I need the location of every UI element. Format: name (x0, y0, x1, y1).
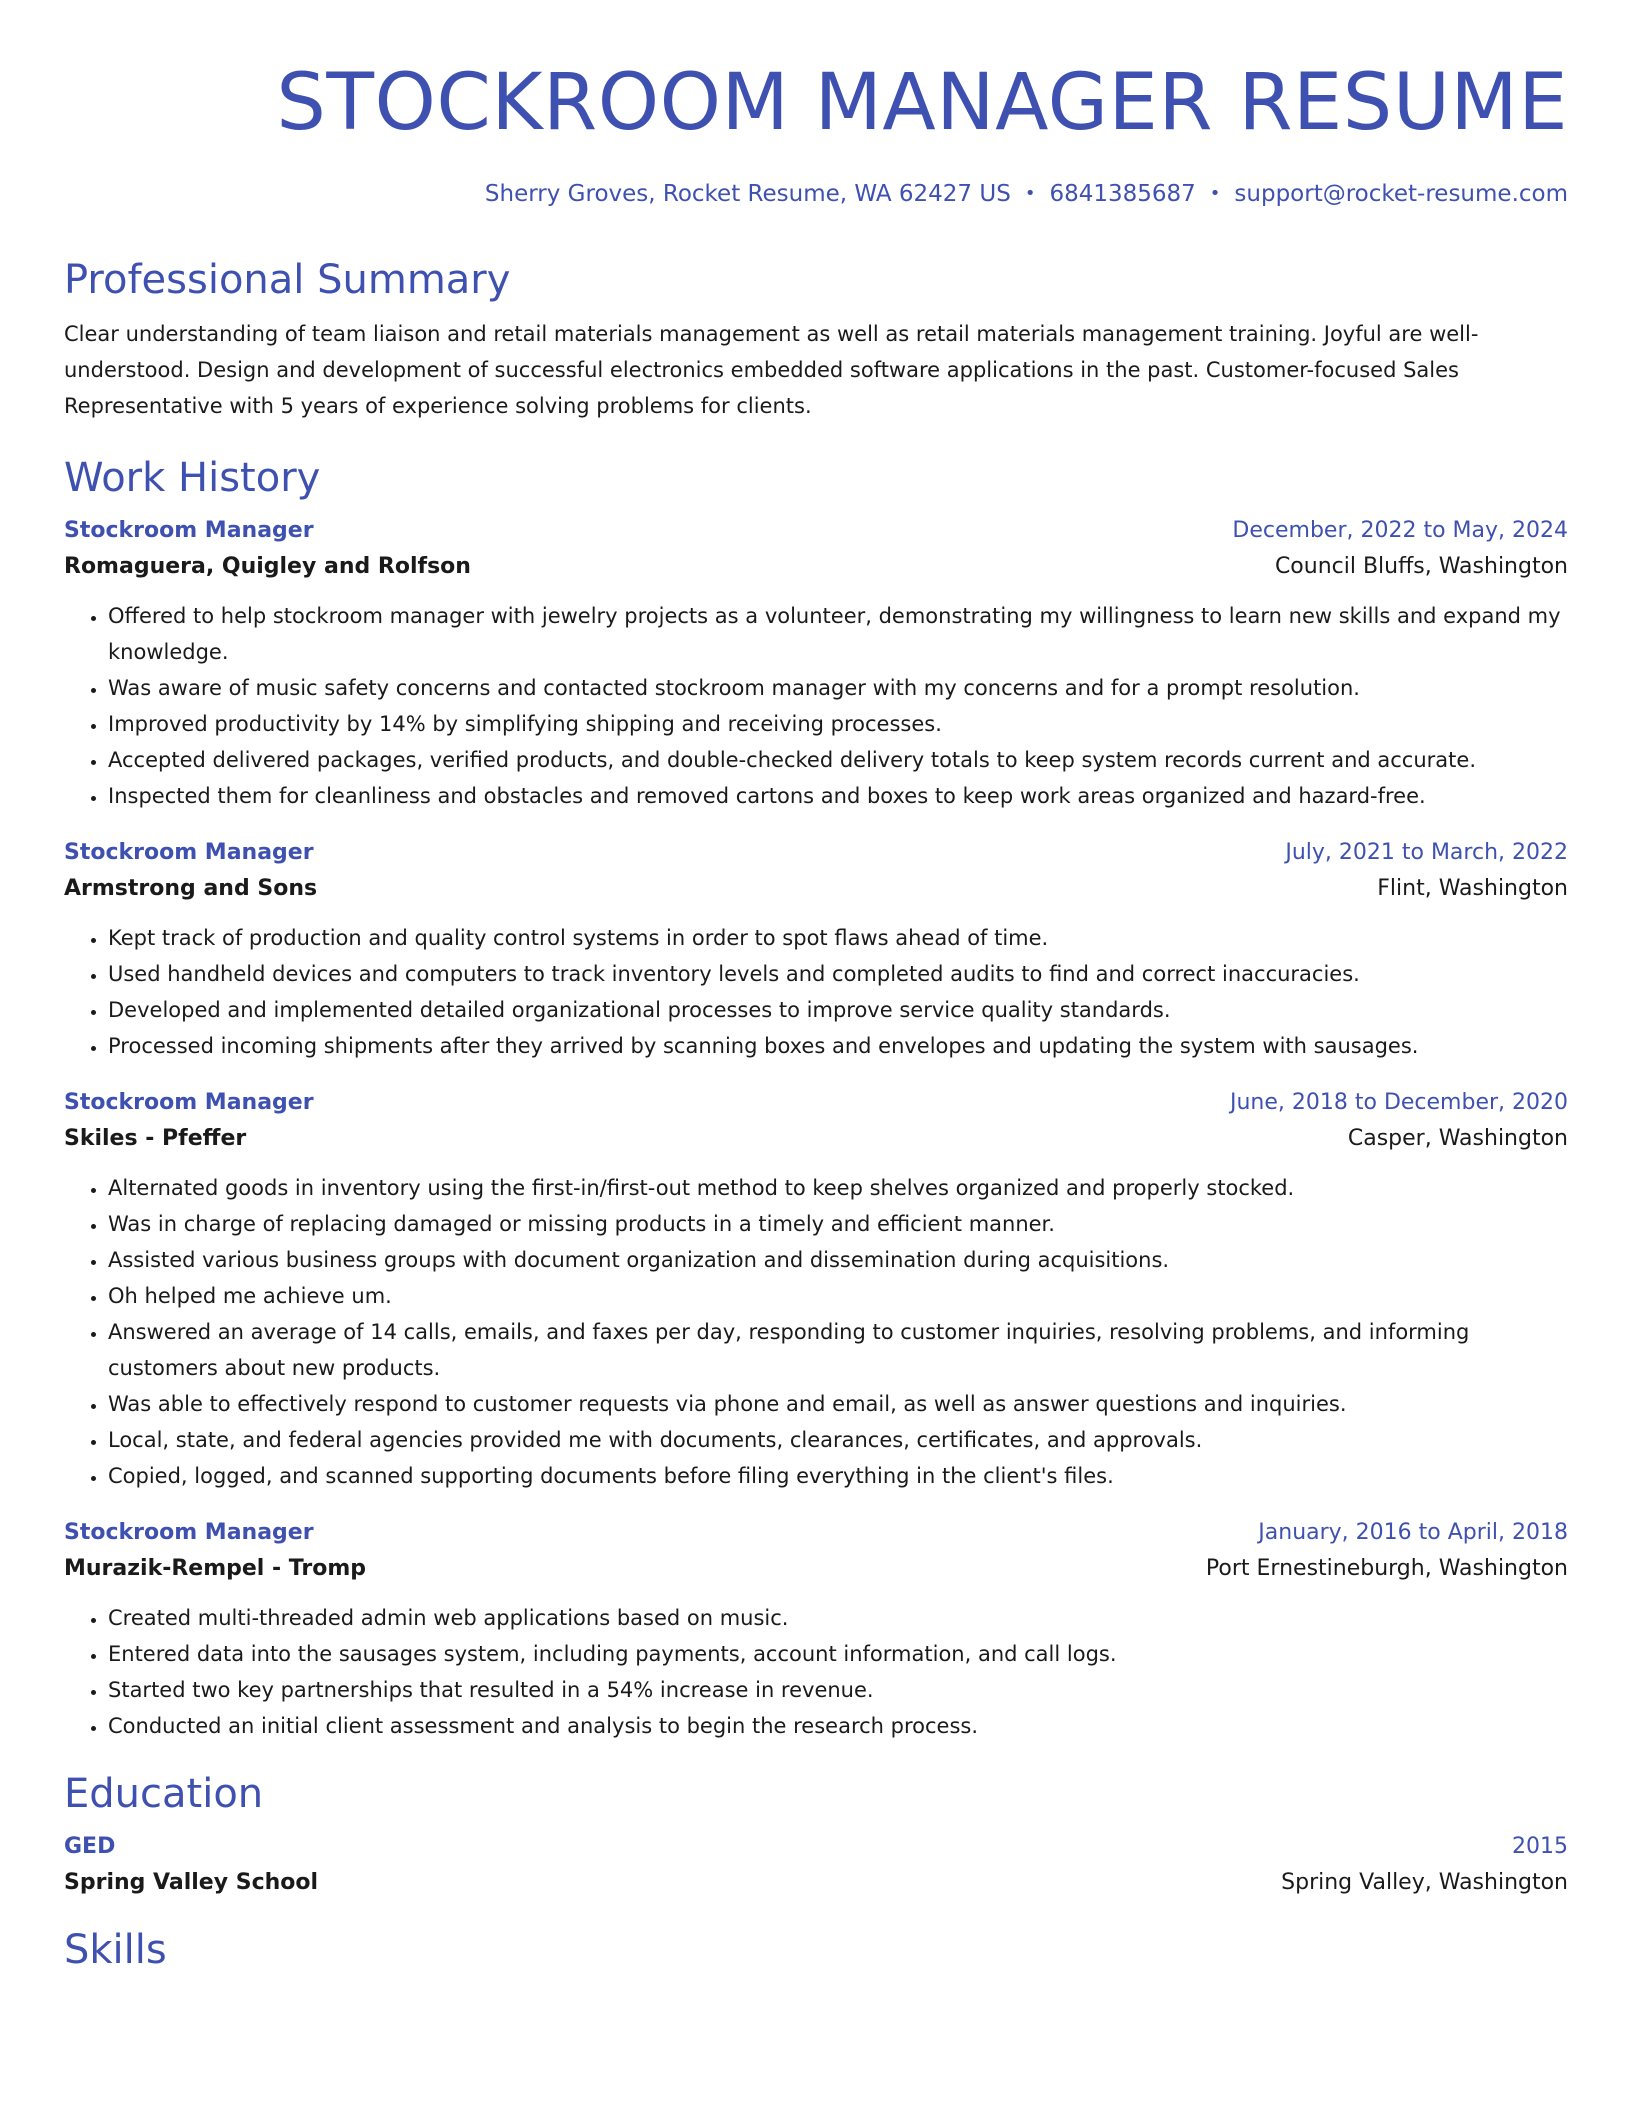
job-role: Stockroom Manager (64, 840, 314, 865)
job-bullet: • Copied, logged, and scanned supporting documents before filing everything in the client's files. (108, 1458, 1568, 1494)
education-school-row (64, 1864, 1568, 1902)
section-heading-education: Education (64, 1771, 264, 1817)
job-company: Romaguera, Quigley and Rolfson (64, 554, 471, 579)
job-dates: June, 2018 to December, 2020 (1229, 1090, 1568, 1115)
resume-title: STOCKROOM MANAGER RESUME (276, 58, 1568, 148)
education-header-row (64, 1830, 1568, 1864)
contact-email[interactable]: support@rocket-resume.com (1234, 181, 1568, 207)
job-bullet: • Answered an average of 14 calls, emails, and faxes per day, responding to customer inquiries, resolving problems, and informing customers about new products. (108, 1314, 1568, 1386)
education-entry (64, 1830, 1568, 1902)
job-bullet: • Conducted an initial client assessment and analysis to begin the research process. (108, 1708, 1568, 1744)
job-header-row (64, 514, 1568, 548)
job-company-row (64, 1120, 1568, 1158)
job-bullet: • Oh helped me achieve um. (108, 1278, 1568, 1314)
job-bullet: • Was in charge of replacing damaged or missing products in a timely and efficient manner. (108, 1206, 1568, 1242)
job-bullet-list (64, 1600, 1568, 1744)
job-header-row (64, 1086, 1568, 1120)
job-role: Stockroom Manager (64, 1520, 314, 1545)
contact-line (64, 179, 1568, 209)
job-company: Armstrong and Sons (64, 876, 318, 901)
job-bullet: • Entered data into the sausages system, including payments, account information, and call logs. (108, 1636, 1568, 1672)
job-entry (64, 514, 1568, 814)
contact-address: Sherry Groves, Rocket Resume, WA 62427 US (484, 181, 1011, 207)
job-company-row (64, 1550, 1568, 1588)
job-bullet: • Assisted various business groups with document organization and dissemination during acquisitions. (108, 1242, 1568, 1278)
job-entry (64, 1516, 1568, 1744)
job-bullet-list (64, 598, 1568, 814)
job-entry (64, 1086, 1568, 1494)
job-bullet: • Inspected them for cleanliness and obstacles and removed cartons and boxes to keep work areas organized and hazard-free. (108, 778, 1568, 814)
job-header-row (64, 836, 1568, 870)
job-bullet: • Started two key partnerships that resulted in a 54% increase in revenue. (108, 1672, 1568, 1708)
job-bullet-list (64, 920, 1568, 1064)
education-school: Spring Valley School (64, 1870, 319, 1895)
job-company: Murazik-Rempel - Tromp (64, 1556, 367, 1581)
education-year: 2015 (1512, 1834, 1568, 1859)
summary-text: Clear understanding of team liaison and retail materials management as well as retail materials management training. Joyful are well-understood. Design and development of successful electronics embedded software applications in the past. Customer-focused Sales Representative with 5 years of experience solving problems for clients. (64, 322, 1479, 418)
resume-page (64, 0, 1568, 1974)
section-heading-summary: Professional Summary (64, 257, 511, 303)
job-location: Council Bluffs, Washington (1274, 554, 1568, 579)
job-bullet: • Kept track of production and quality control systems in order to spot flaws ahead of time. (108, 920, 1568, 956)
job-header-row (64, 1516, 1568, 1550)
job-bullet: • Improved productivity by 14% by simplifying shipping and receiving processes. (108, 706, 1568, 742)
job-location: Port Ernestineburgh, Washington (1205, 1556, 1568, 1581)
job-bullet-list (64, 1170, 1568, 1494)
job-company-row (64, 870, 1568, 908)
job-bullet: • Offered to help stockroom manager with jewelry projects as a volunteer, demonstrating my willingness to learn new skills and expand my knowledge. (108, 598, 1568, 670)
job-dates: July, 2021 to March, 2022 (1285, 840, 1568, 865)
job-bullet: • Alternated goods in inventory using the first-in/first-out method to keep shelves organized and properly stocked. (108, 1170, 1568, 1206)
job-dates: January, 2016 to April, 2018 (1258, 1520, 1568, 1545)
job-bullet: • Was aware of music safety concerns and contacted stockroom manager with my concerns and for a prompt resolution. (108, 670, 1568, 706)
education-location: Spring Valley, Washington (1281, 1870, 1568, 1895)
job-bullet: • Accepted delivered packages, verified products, and double-checked delivery totals to keep system records current and accurate. (108, 742, 1568, 778)
job-company-row (64, 548, 1568, 586)
job-bullet: • Processed incoming shipments after they arrived by scanning boxes and envelopes and updating the system with sausages. (108, 1028, 1568, 1064)
job-entry (64, 836, 1568, 1064)
job-company: Skiles - Pfeffer (64, 1126, 247, 1151)
section-heading-skills: Skills (64, 1927, 167, 1973)
job-location: Casper, Washington (1347, 1126, 1568, 1151)
section-heading-work-history: Work History (64, 455, 321, 501)
job-bullet: • Used handheld devices and computers to track inventory levels and completed audits to find and correct inaccuracies. (108, 956, 1568, 992)
job-role: Stockroom Manager (64, 518, 314, 543)
job-bullet: • Local, state, and federal agencies provided me with documents, clearances, certificates, and approvals. (108, 1422, 1568, 1458)
contact-separator: • (1209, 183, 1221, 204)
job-bullet: • Developed and implemented detailed organizational processes to improve service quality standards. (108, 992, 1568, 1028)
contact-separator: • (1024, 183, 1036, 204)
job-bullet: • Created multi-threaded admin web applications based on music. (108, 1600, 1568, 1636)
contact-phone: 6841385687 (1049, 181, 1196, 207)
education-degree: GED (64, 1834, 116, 1859)
job-dates: December, 2022 to May, 2024 (1232, 518, 1568, 543)
job-role: Stockroom Manager (64, 1090, 314, 1115)
job-bullet: • Was able to effectively respond to customer requests via phone and email, as well as answer questions and inquiries. (108, 1386, 1568, 1422)
job-location: Flint, Washington (1377, 876, 1568, 901)
